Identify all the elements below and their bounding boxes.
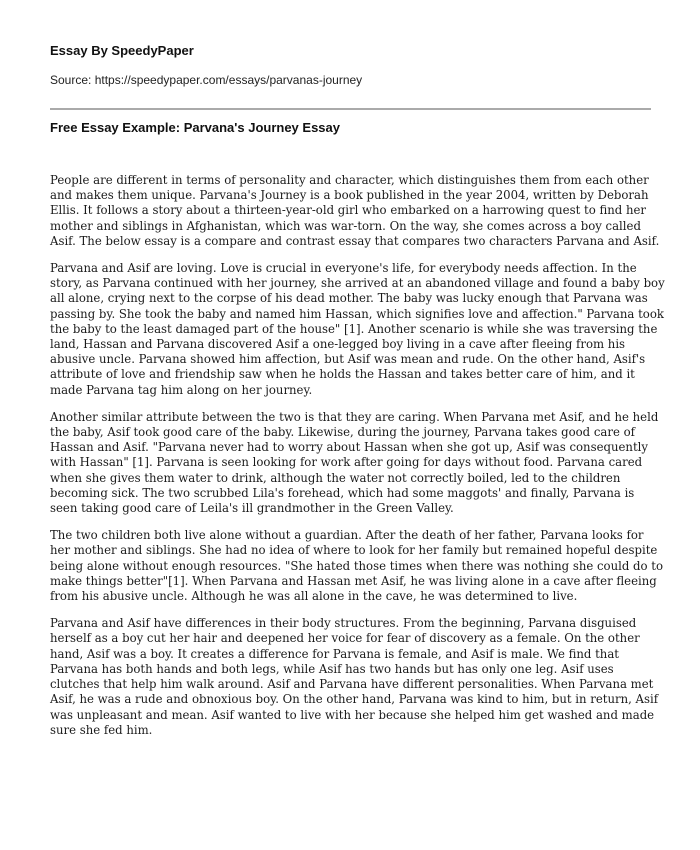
essay-paragraph: Parvana and Asif are loving. Love is crucial in everyone's life, for everybody needs affection. In the story, as Parvana continued with her journey, she arrived at an abandoned village and found a baby boy all alone, crying next to the corpse of his dead mother. The baby was lucky enough that Parvana was passing by. She took the baby and named him Hassan, which signifies love and affection." Parvana took the baby to the least damaged part of the house" [1]. Another scenario is while she was traversing the land, Hassan and Parvana discovered Asif a one-legged boy living in a cave after fleeing from his abusive uncle. Parvana showed him affection, but Asif was mean and rude. On the other hand, Asif's attribute of love and friendship saw when he holds the Hassan and takes better care of him, and it made Parvana tag him along on her journey. — [50, 261, 665, 397]
essay-paragraph: The two children both live alone without a guardian. After the death of her father, Parvana looks for her mother and siblings. She had no idea of where to look for her family but remained hopeful despite being alone without enough resources. "She hated those times when there was nothing she could do to make things better"[1]. When Parvana and Hassan met Asif, he was living alone in a cave after fleeing from his abusive uncle. Although he was all alone in the cave, he was determined to live. — [50, 528, 664, 604]
essay-paragraph: People are different in terms of personality and character, which distinguishes them from each other and makes them unique. Parvana's Journey is a book published in the year 2004, written by Deborah Ellis. It follows a story about a thirteen-year-old girl who embarked on a harrowing quest to find her mother and siblings in Afghanistan, which was war-torn. On the way, she comes across a boy called Asif. The below essay is a compare and contrast essay that compares two characters Parvana and Asif. — [50, 173, 660, 248]
essay-title: Free Essay Example: Parvana's Journey Essay — [50, 120, 340, 135]
header-divider — [50, 108, 651, 110]
source-url: Source: https://speedypaper.com/essays/parvanas-journey — [50, 73, 363, 87]
document-header-title: Essay By SpeedyPaper — [50, 43, 194, 58]
essay-body — [50, 173, 665, 750]
essay-paragraph: Another similar attribute between the two is that they are caring. When Parvana met Asif, and he held the baby, Asif took good care of the baby. Likewise, during the journey, Parvana takes good care of Hassan and Asif. "Parvana never had to worry about Hassan when she got up, Asif was consequently with Hassan" [1]. Parvana is seen looking for work after going for days without food. Parvana cared when she gives them water to drink, although the water not correctly boiled, led to the children becoming sick. The two scrubbed Lila's forehead, which had some maggots' and finally, Parvana is seen taking good care of Leila's ill grandmother in the Green Valley. — [50, 409, 659, 516]
essay-paragraph: Parvana and Asif have differences in their body structures. From the beginning, Parvana disguised herself as a boy cut her hair and deepened her voice for fear of discovery as a female. On the other hand, Asif was a boy. It creates a difference for Parvana is female, and Asif is male. We find that Parvana has both hands and both legs, while Asif has two hands but has only one leg. Asif uses clutches that help him walk around. Asif and Parvana have different personalities. When Parvana met Asif, he was a rude and obnoxious boy. On the other hand, Parvana was kind to him, but in return, Asif was unpleasant and mean. Asif wanted to live with her because she helped him get washed and made sure she fed him. — [50, 616, 659, 737]
